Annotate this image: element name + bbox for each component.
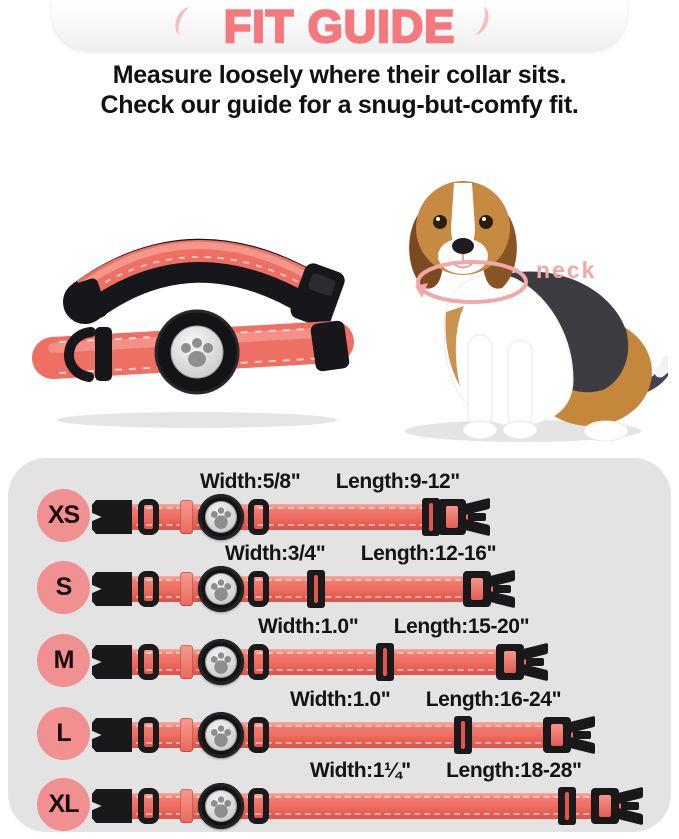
dog-eye <box>479 215 493 229</box>
d-ring-icon <box>248 717 269 753</box>
size-badge: XS <box>37 489 90 542</box>
d-ring-icon <box>138 788 159 824</box>
size-badge: L <box>37 707 90 760</box>
paw-tag-icon <box>205 646 237 678</box>
paw-tag-icon <box>205 501 237 533</box>
dog-illustration <box>368 140 668 448</box>
d-ring-icon <box>138 644 159 680</box>
dog-front-leg <box>468 335 492 427</box>
female-buckle-icon <box>92 718 132 752</box>
size-specs <box>8 470 671 494</box>
dog-nose <box>452 238 474 254</box>
collar-strap <box>128 722 579 748</box>
female-buckle-icon <box>92 500 132 534</box>
collar-graphic <box>92 643 550 681</box>
subtitle-line-1: Measure loosely where their collar sits. <box>112 61 567 89</box>
length-spec: Length:15-20" <box>393 615 530 638</box>
size-row-xs <box>8 470 671 543</box>
width-spec: Width:1¼" <box>310 759 411 782</box>
d-ring-icon <box>138 571 159 607</box>
size-badge: S <box>37 561 90 614</box>
subtitle <box>0 60 679 120</box>
d-ring-icon <box>138 717 159 753</box>
airtag-case-icon <box>198 783 244 829</box>
width-spec: Width:5/8" <box>200 470 301 493</box>
size-row-s <box>8 542 671 615</box>
keeper-loop <box>180 645 193 679</box>
width-spec: Width:1.0" <box>258 615 359 638</box>
size-row-m <box>8 615 671 688</box>
airtag-case-icon <box>198 566 244 612</box>
size-specs <box>8 688 671 712</box>
paw-tag-icon <box>205 790 237 822</box>
female-buckle-icon <box>92 789 132 823</box>
male-buckle-icon <box>591 788 645 824</box>
length-spec: Length:12-16" <box>360 542 497 565</box>
length-spec: Length:9-12" <box>335 470 460 493</box>
size-specs <box>8 759 671 783</box>
width-spec: Width:1.0" <box>290 688 391 711</box>
dog-eye <box>433 215 447 229</box>
dog-front-leg <box>508 340 532 428</box>
airtag-case-icon <box>198 639 244 685</box>
width-spec: Width:3/4" <box>225 542 326 565</box>
collar-product-illustration <box>25 202 360 432</box>
size-specs <box>8 615 671 639</box>
size-specs <box>8 542 671 566</box>
length-spec: Length:16-24" <box>425 688 562 711</box>
male-buckle-icon <box>496 644 550 680</box>
size-row-l <box>8 688 671 761</box>
collar-graphic <box>92 570 517 608</box>
size-badge: M <box>37 634 90 687</box>
paw-tag-icon <box>205 719 237 751</box>
buckle-end <box>310 320 350 372</box>
paw-tag-icon <box>205 573 237 605</box>
length-spec: Length:18-28" <box>446 759 582 782</box>
keeper-loop <box>180 718 193 752</box>
male-buckle-icon <box>438 499 492 535</box>
keeper-loop <box>180 789 193 823</box>
airtag-case-icon <box>198 494 244 540</box>
d-ring-icon <box>248 571 269 607</box>
female-buckle-icon <box>92 645 132 679</box>
d-ring-icon <box>138 499 159 535</box>
tri-glide-slider-icon <box>454 716 472 754</box>
collar-graphic <box>92 787 645 825</box>
male-buckle-icon <box>463 571 517 607</box>
d-ring-icon <box>248 788 269 824</box>
subtitle-line-2: Check our guide for a snug-but-comfy fit. <box>100 91 579 119</box>
tri-glide-slider-icon <box>558 787 576 825</box>
male-buckle-icon <box>543 717 597 753</box>
size-row-xl <box>8 759 671 832</box>
collar-graphic <box>92 498 492 536</box>
female-buckle-icon <box>92 572 132 606</box>
size-badge: XL <box>37 778 90 831</box>
d-ring-icon <box>248 644 269 680</box>
d-ring-icon <box>248 499 269 535</box>
tri-glide-slider-icon <box>376 643 394 681</box>
size-chart-panel <box>8 458 671 832</box>
keeper-loop <box>180 500 193 534</box>
neck-label: neck <box>536 257 597 283</box>
collar-shadow <box>57 412 337 428</box>
airtag-case-icon <box>198 712 244 758</box>
collar-graphic <box>92 716 597 754</box>
tri-glide-slider-icon <box>307 570 325 608</box>
airtag-case-icon <box>156 311 238 393</box>
page-title: FIT GUIDE <box>223 1 456 52</box>
keeper-loop <box>180 572 193 606</box>
